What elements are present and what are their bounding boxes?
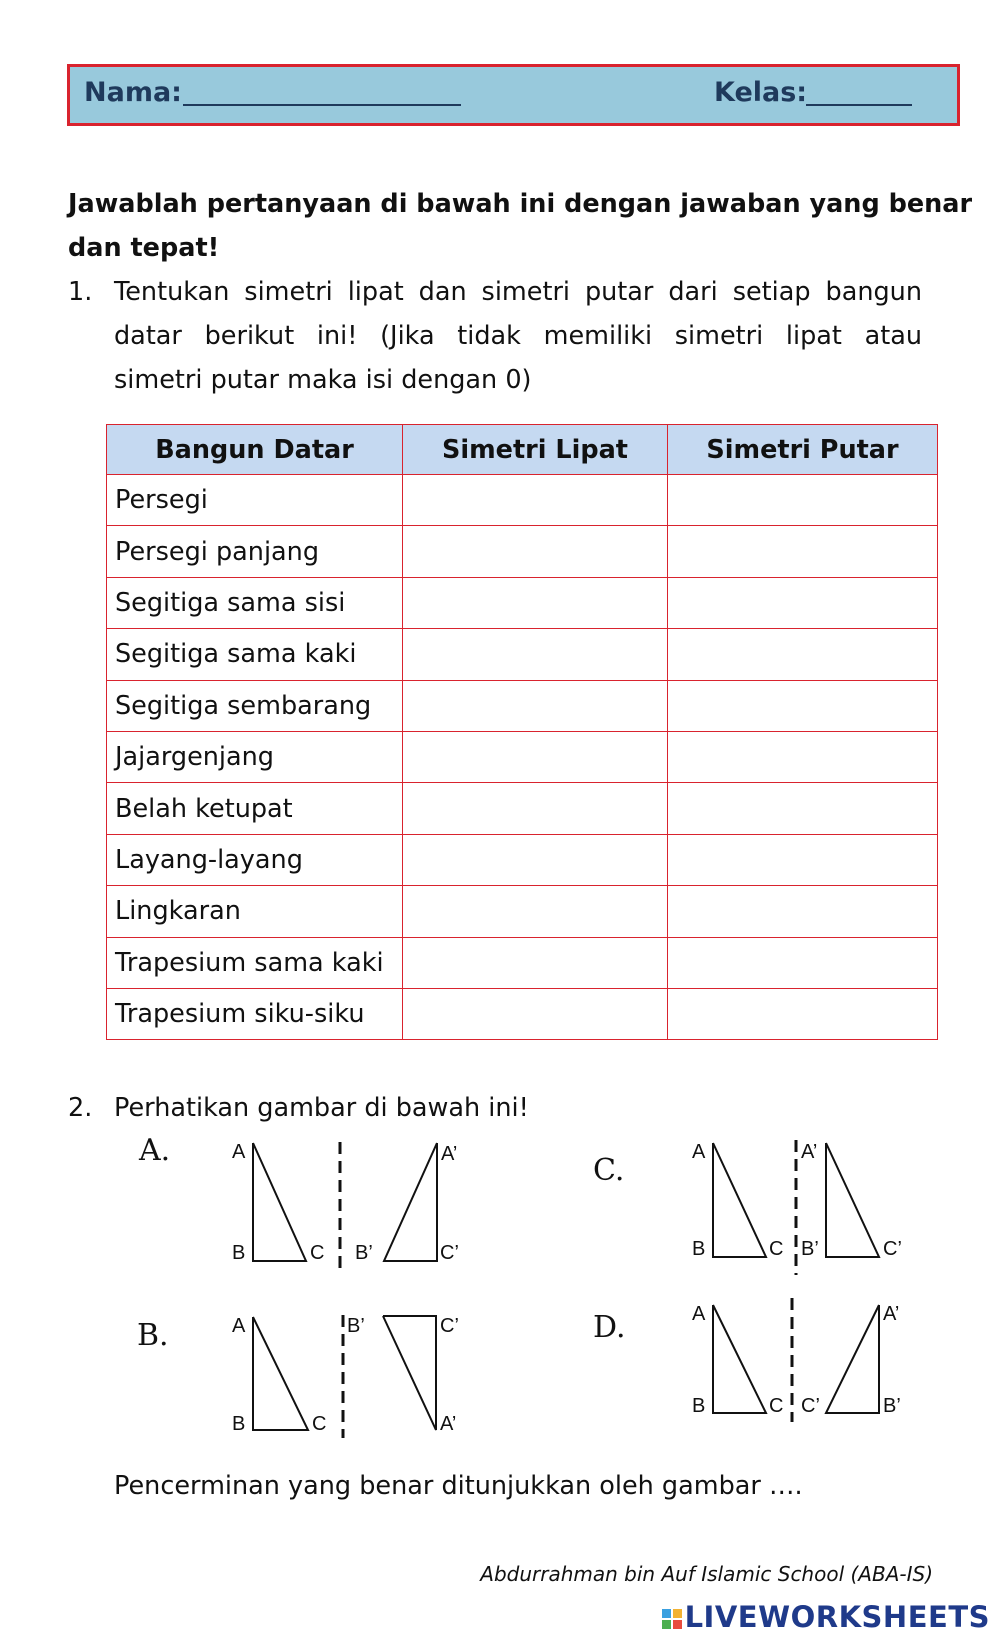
option-b-right-vertex-c: C’: [440, 1315, 459, 1337]
name-input-line[interactable]: [183, 104, 461, 106]
header-simetri-putar: Simetri Putar: [668, 425, 938, 475]
option-b-label[interactable]: B.: [137, 1318, 169, 1353]
option-a-left-vertex-b: B: [232, 1242, 246, 1264]
option-c-label[interactable]: C.: [593, 1153, 625, 1188]
option-b-right-vertex-a: A’: [440, 1413, 457, 1435]
shape-name: Segitiga sama sisi: [107, 577, 403, 628]
option-d-left-vertex-a: A: [692, 1303, 706, 1325]
option-a-left-vertex-c: C: [310, 1242, 325, 1264]
option-d-right-vertex-c: C’: [801, 1395, 820, 1417]
liveworksheets-logo[interactable]: [661, 1600, 990, 1634]
simetri-putar-input[interactable]: [668, 680, 938, 731]
option-b-left-vertex-b: B: [232, 1413, 246, 1435]
name-label: Nama:: [84, 77, 182, 108]
question-1-line-2: datar berikut ini! (Jika tidak memiliki simetri lipat atau: [114, 321, 922, 351]
question-1-line-3: simetri putar maka isi dengan 0): [114, 365, 532, 395]
shape-name: Trapesium siku-siku: [107, 988, 403, 1039]
table-row: [107, 475, 938, 526]
simetri-lipat-input[interactable]: [403, 731, 668, 782]
shape-name: Persegi: [107, 475, 403, 526]
table-row: [107, 886, 938, 937]
table-row: [107, 834, 938, 885]
question-2-text: Perhatikan gambar di bawah ini!: [114, 1093, 529, 1123]
reflection-figures: [0, 1120, 1000, 1460]
option-d-right-vertex-b: B’: [883, 1395, 901, 1417]
table-row: [107, 526, 938, 577]
table-row: [107, 783, 938, 834]
header-box: [67, 64, 960, 126]
option-b-left-vertex-c: C: [312, 1413, 327, 1435]
simetri-putar-input[interactable]: [668, 937, 938, 988]
instruction-line-1: Jawablah pertanyaan di bawah ini dengan jawaban yang benar: [68, 189, 973, 219]
option-a-right-vertex-b: B’: [355, 1242, 373, 1264]
shape-name: Layang-layang: [107, 834, 403, 885]
simetri-putar-input[interactable]: [668, 629, 938, 680]
table-row: [107, 577, 938, 628]
option-d-left-vertex-c: C: [769, 1395, 784, 1417]
option-a-left-vertex-a: A: [232, 1141, 246, 1163]
simetri-lipat-input[interactable]: [403, 526, 668, 577]
liveworksheets-mark-icon: [661, 1608, 683, 1630]
shape-name: Segitiga sama kaki: [107, 629, 403, 680]
simetri-putar-input[interactable]: [668, 783, 938, 834]
table-row: [107, 731, 938, 782]
option-c-right-vertex-b: B’: [801, 1238, 819, 1260]
option-c-left-vertex-a: A: [692, 1141, 706, 1163]
simetri-putar-input[interactable]: [668, 577, 938, 628]
question-2-number: 2.: [68, 1093, 93, 1123]
option-b-left-vertex-a: A: [232, 1315, 246, 1337]
option-a-label[interactable]: A.: [139, 1133, 171, 1168]
shape-name: Segitiga sembarang: [107, 680, 403, 731]
table-row: [107, 680, 938, 731]
simetri-lipat-input[interactable]: [403, 937, 668, 988]
option-b-figure[interactable]: [253, 1315, 436, 1438]
simetri-lipat-input[interactable]: [403, 577, 668, 628]
option-a-right-vertex-a: A’: [441, 1143, 458, 1165]
option-b-right-vertex-b: B’: [347, 1315, 365, 1337]
simetri-lipat-input[interactable]: [403, 629, 668, 680]
option-a-right-vertex-c: C’: [440, 1242, 459, 1264]
simetri-lipat-input[interactable]: [403, 680, 668, 731]
option-c-right-vertex-c: C’: [883, 1238, 902, 1260]
table-row: [107, 937, 938, 988]
question-1-number: 1.: [68, 277, 93, 307]
option-d-label[interactable]: D.: [593, 1310, 626, 1345]
simetri-lipat-input[interactable]: [403, 834, 668, 885]
class-label: Kelas:: [714, 77, 808, 108]
simetri-lipat-input[interactable]: [403, 783, 668, 834]
simetri-putar-input[interactable]: [668, 526, 938, 577]
instruction-line-2: dan tepat!: [68, 233, 220, 263]
table-header-row: [107, 425, 938, 475]
option-d-left-vertex-b: B: [692, 1395, 706, 1417]
shape-name: Belah ketupat: [107, 783, 403, 834]
option-a-figure[interactable]: [253, 1142, 437, 1270]
school-footer: Abdurrahman bin Auf Islamic School (ABA-IS): [480, 1562, 933, 1586]
question-2-closing: Pencerminan yang benar ditunjukkan oleh gambar ….: [114, 1471, 803, 1501]
shape-name: Persegi panjang: [107, 526, 403, 577]
header-bangun-datar: Bangun Datar: [107, 425, 403, 475]
shape-name: Lingkaran: [107, 886, 403, 937]
simetri-putar-input[interactable]: [668, 886, 938, 937]
simetri-putar-input[interactable]: [668, 988, 938, 1039]
shape-name: Trapesium sama kaki: [107, 937, 403, 988]
simetri-lipat-input[interactable]: [403, 886, 668, 937]
liveworksheets-logo-text: LIVEWORKSHEETS: [684, 1600, 990, 1634]
header-simetri-lipat: Simetri Lipat: [403, 425, 668, 475]
simetri-lipat-input[interactable]: [403, 475, 668, 526]
simetri-putar-input[interactable]: [668, 834, 938, 885]
option-d-figure[interactable]: [713, 1298, 879, 1422]
option-d-right-vertex-a: A’: [883, 1303, 900, 1325]
option-c-left-vertex-c: C: [769, 1238, 784, 1260]
question-1-line-1: Tentukan simetri lipat dan simetri putar dari setiap bangun: [114, 277, 922, 307]
symmetry-table: [106, 424, 938, 1040]
simetri-putar-input[interactable]: [668, 731, 938, 782]
table-row: [107, 988, 938, 1039]
class-input-line[interactable]: [806, 104, 912, 106]
shape-name: Jajargenjang: [107, 731, 403, 782]
table-row: [107, 629, 938, 680]
option-c-figure[interactable]: [713, 1140, 879, 1275]
option-c-right-vertex-a: A’: [801, 1141, 818, 1163]
simetri-putar-input[interactable]: [668, 475, 938, 526]
option-c-left-vertex-b: B: [692, 1238, 706, 1260]
simetri-lipat-input[interactable]: [403, 988, 668, 1039]
